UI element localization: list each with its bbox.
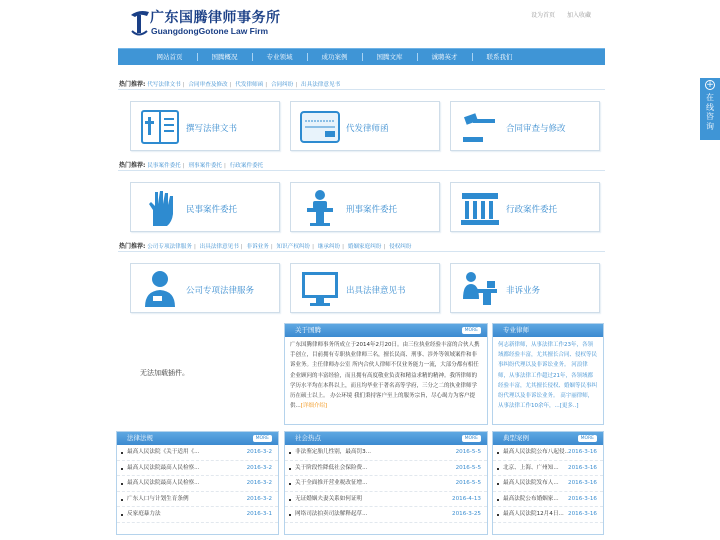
list-item[interactable]	[285, 476, 487, 492]
letter-icon	[299, 107, 341, 147]
list-item[interactable]	[493, 476, 603, 492]
service-label: 公司专项法律服务	[186, 286, 255, 296]
item-title[interactable]: 关于全面推开营业税改征增...	[295, 480, 368, 486]
item-title[interactable]: 最高人民法院12月4日...	[503, 511, 564, 517]
service-label: 民事案件委托	[186, 205, 238, 215]
item-title[interactable]: 非法鉴定胎儿性别，最高罚3...	[295, 449, 372, 455]
item-title[interactable]: 最高人民法院《关于适用《...	[127, 449, 200, 455]
online-consult-label: 在线咨询	[706, 93, 714, 131]
item-date: 2016-3-1	[246, 511, 272, 517]
nav-item-contact[interactable]: 联系我们	[472, 49, 527, 65]
hot-title: 热门推荐:	[119, 243, 146, 250]
service-non-litigation[interactable]	[450, 263, 600, 313]
cases-title: 典型案例	[503, 434, 529, 442]
cases-header	[493, 432, 603, 445]
item-title[interactable]: 北京、上海、广州知...	[503, 464, 559, 471]
service-label: 刑事案件委托	[346, 205, 398, 215]
item-date: 2016-4-13	[452, 495, 481, 502]
about-title: 关于国腾	[295, 326, 321, 334]
service-label: 合同审查与修改	[506, 124, 566, 134]
hot-link[interactable]: 知识产权纠纷	[276, 244, 311, 250]
lawyer-header	[493, 324, 603, 337]
item-date: 2016-3-2	[246, 480, 272, 486]
hot-link[interactable]: 出具法律意见书	[301, 82, 341, 88]
list-item[interactable]	[117, 461, 278, 477]
service-label: 非诉业务	[506, 286, 541, 296]
item-date: 2016-3-2	[246, 464, 272, 471]
hot-link[interactable]: 民事案件委托	[147, 163, 181, 169]
list-item[interactable]	[117, 492, 278, 508]
list-item[interactable]	[493, 445, 603, 461]
document-icon	[139, 107, 181, 147]
item-title[interactable]: 最高人民法院最高人民检察...	[127, 464, 200, 471]
service-criminal-case[interactable]	[290, 182, 440, 232]
lawyer-panel	[492, 323, 604, 425]
plugin-placeholder: 无法加载插件。	[140, 369, 189, 377]
hot-link[interactable]: 出具法律意见书	[199, 244, 239, 250]
item-date: 2016-3-16	[568, 480, 597, 486]
nav-item-home[interactable]: 网站首页	[156, 53, 183, 61]
hot-title: 热门推荐:	[119, 162, 146, 169]
main-nav	[118, 48, 605, 65]
item-title[interactable]: 无证婚姻夫妻关系如何证明	[295, 495, 363, 502]
logo-icon[interactable]	[128, 8, 150, 36]
nav-item-cases[interactable]: 成功案例	[307, 49, 362, 65]
hot-links-2: 热门推荐: 民事案件委托 | 刑事案件委托 | 行政案件委托	[119, 162, 264, 169]
laws-list	[117, 445, 278, 523]
list-item[interactable]	[493, 492, 603, 508]
service-label: 撰写法律文书	[186, 124, 238, 134]
item-title[interactable]: 最高人民法院最高人民检察...	[127, 480, 200, 486]
monitor-icon	[299, 269, 341, 309]
hot-links-1: 热门推荐: 代写法律文书 | 合同审查及修改 | 代发律师函 | 合同纠纷 | 出具法律意见书	[119, 81, 341, 88]
item-title[interactable]: 网络司法拍卖司法解释起草...	[295, 511, 368, 517]
about-body: 广东国腾律师事务所成立于2014年2月20日。由三位执业经验丰富的合伙人携手创立，目前拥有专职执业律师三名，擅长民商、刑事、涉外等领域案件和非诉业务。主任律师办公室 所内合伙人律师不仅业务能力一流，大部分都有相任企业顾问的丰富经验，而且拥有高度敬业负责和精益求精的精神。我所律师的学历水平均在本科以上，而且均毕业于著名高等学府，三分之二的执业律师学历在硕士以上。 办公环境 我们秉持客户至上的服务宗旨，尽心竭力为客户提供...	[290, 342, 480, 410]
lawyer-more-link[interactable]: [更多..]	[559, 403, 579, 410]
hot-link[interactable]: 公司专项法律服务	[147, 244, 192, 250]
list-item[interactable]	[285, 492, 487, 508]
laws-title: 法律法规	[127, 434, 153, 442]
service-label: 代发律师函	[346, 124, 389, 134]
list-item[interactable]	[117, 507, 278, 523]
list-item[interactable]	[285, 445, 487, 461]
set-homepage-link[interactable]: 设为首页	[531, 12, 556, 19]
courthouse-icon	[459, 188, 501, 228]
service-contract-review[interactable]	[450, 101, 600, 151]
service-corporate[interactable]	[130, 263, 280, 313]
gavel-icon	[459, 107, 501, 147]
item-title[interactable]: 关于阶段性降低社会保险费...	[295, 464, 368, 471]
service-civil-case[interactable]	[130, 182, 280, 232]
about-header	[285, 324, 487, 337]
nav-item-library[interactable]: 国腾文库	[362, 49, 417, 65]
hot-link[interactable]: 侵权纠纷	[389, 244, 412, 250]
item-title[interactable]: 最高人民法院发布人...	[503, 480, 559, 486]
list-item[interactable]	[285, 461, 487, 477]
social-panel	[284, 431, 488, 535]
service-write-documents[interactable]	[130, 101, 280, 151]
item-date: 2016-3-16	[568, 495, 597, 502]
item-title[interactable]: 广东人口与计划生育条例	[127, 495, 189, 502]
podium-icon	[299, 188, 341, 228]
person-icon	[139, 269, 181, 309]
item-date: 2016-5-5	[455, 480, 481, 486]
list-item[interactable]	[117, 445, 278, 461]
nav-item-overview[interactable]: 国腾概况	[197, 49, 252, 65]
item-title[interactable]: 最高法院公布婚姻家...	[503, 495, 559, 502]
hot-link[interactable]: 刑事案件委托	[188, 163, 223, 169]
divider	[118, 251, 605, 252]
about-panel	[284, 323, 488, 425]
hot-link[interactable]: 合同纠纷	[270, 82, 294, 88]
online-consult-button[interactable]	[700, 78, 720, 140]
add-favorite-link[interactable]: 加入收藏	[566, 12, 591, 19]
item-date: 2016-3-2	[246, 495, 272, 502]
hot-link[interactable]: 非诉业务	[246, 244, 269, 250]
item-date: 2016-3-16	[568, 511, 597, 517]
social-title: 社会热点	[295, 434, 321, 442]
service-label: 行政案件委托	[506, 205, 558, 215]
plus-icon: +	[706, 80, 714, 90]
laws-panel	[116, 431, 279, 535]
list-item[interactable]	[117, 476, 278, 492]
item-date: 2016-5-5	[455, 449, 481, 455]
item-date: 2016-3-25	[452, 511, 481, 517]
cases-panel	[492, 431, 604, 535]
lawyer-title: 专业律师	[503, 326, 529, 334]
about-detail-link[interactable]: [详细介绍]	[300, 403, 328, 410]
list-item[interactable]	[493, 507, 603, 523]
hot-title: 热门推荐:	[119, 81, 146, 88]
social-more-button[interactable]: MORE	[462, 435, 481, 442]
item-date: 2016-5-5	[455, 464, 481, 471]
lawyer-body: 何志新律师，从事法律工作23年，各领域都经验丰富，尤其擅长合同、侵权等民事纠纷代理以及非诉讼业务。 河浪律师，从事法律工作超过21年，各领域都经验丰富，尤其擅长侵权、婚姻等民事纠纷代理以及非诉讼业务。 高宇丽律师，从事法律工作10余年，...	[498, 342, 598, 410]
logo-subtitle: GuangdongGotone Law Firm	[151, 26, 269, 36]
hot-link[interactable]: 行政案件委托	[229, 163, 264, 169]
laws-more-button[interactable]: MORE	[253, 435, 272, 442]
list-item[interactable]	[285, 507, 487, 523]
about-more-button[interactable]: MORE	[462, 327, 481, 334]
divider	[118, 170, 605, 171]
hand-icon	[139, 188, 181, 228]
item-title[interactable]: 反家庭暴力法	[127, 511, 161, 517]
item-date: 2016-3-16	[568, 449, 597, 455]
nav-item-jobs[interactable]: 诚聘英才	[417, 49, 472, 65]
cases-list	[493, 445, 603, 523]
reception-icon	[459, 269, 501, 309]
item-date: 2016-3-16	[568, 464, 597, 471]
header	[118, 0, 605, 46]
logo-title[interactable]: 广东国腾律师事务所	[150, 10, 281, 26]
service-label: 出具法律意见书	[346, 286, 406, 296]
top-links	[521, 10, 591, 19]
about-text	[285, 337, 487, 411]
hot-link[interactable]: 代发律师函	[235, 82, 264, 88]
item-title[interactable]: 最高人民法院公布八起侵...	[503, 449, 570, 455]
list-item[interactable]	[493, 461, 603, 477]
hot-link[interactable]: 婚姻家庭纠纷	[347, 244, 382, 250]
service-lawyer-letter[interactable]	[290, 101, 440, 151]
service-legal-opinion[interactable]	[290, 263, 440, 313]
social-header	[285, 432, 487, 445]
laws-header	[117, 432, 278, 445]
hot-link[interactable]: 代写法律文书	[147, 82, 181, 88]
cases-more-button[interactable]: MORE	[578, 435, 597, 442]
hot-link[interactable]: 继承纠纷	[317, 244, 341, 250]
hot-link[interactable]: 合同审查及修改	[188, 82, 228, 88]
item-date: 2016-3-2	[246, 449, 272, 455]
social-list	[285, 445, 487, 523]
divider	[118, 89, 605, 90]
service-admin-case[interactable]	[450, 182, 600, 232]
lawyer-text	[493, 337, 603, 411]
hot-links-3: 热门推荐: 公司专项法律服务 | 出具法律意见书 | 非诉业务 | 知识产权纠纷 | 继承纠纷 | 婚姻家庭纠纷 | 侵权纠纷	[119, 243, 412, 250]
nav-item-fields[interactable]: 专业领域	[252, 49, 307, 65]
